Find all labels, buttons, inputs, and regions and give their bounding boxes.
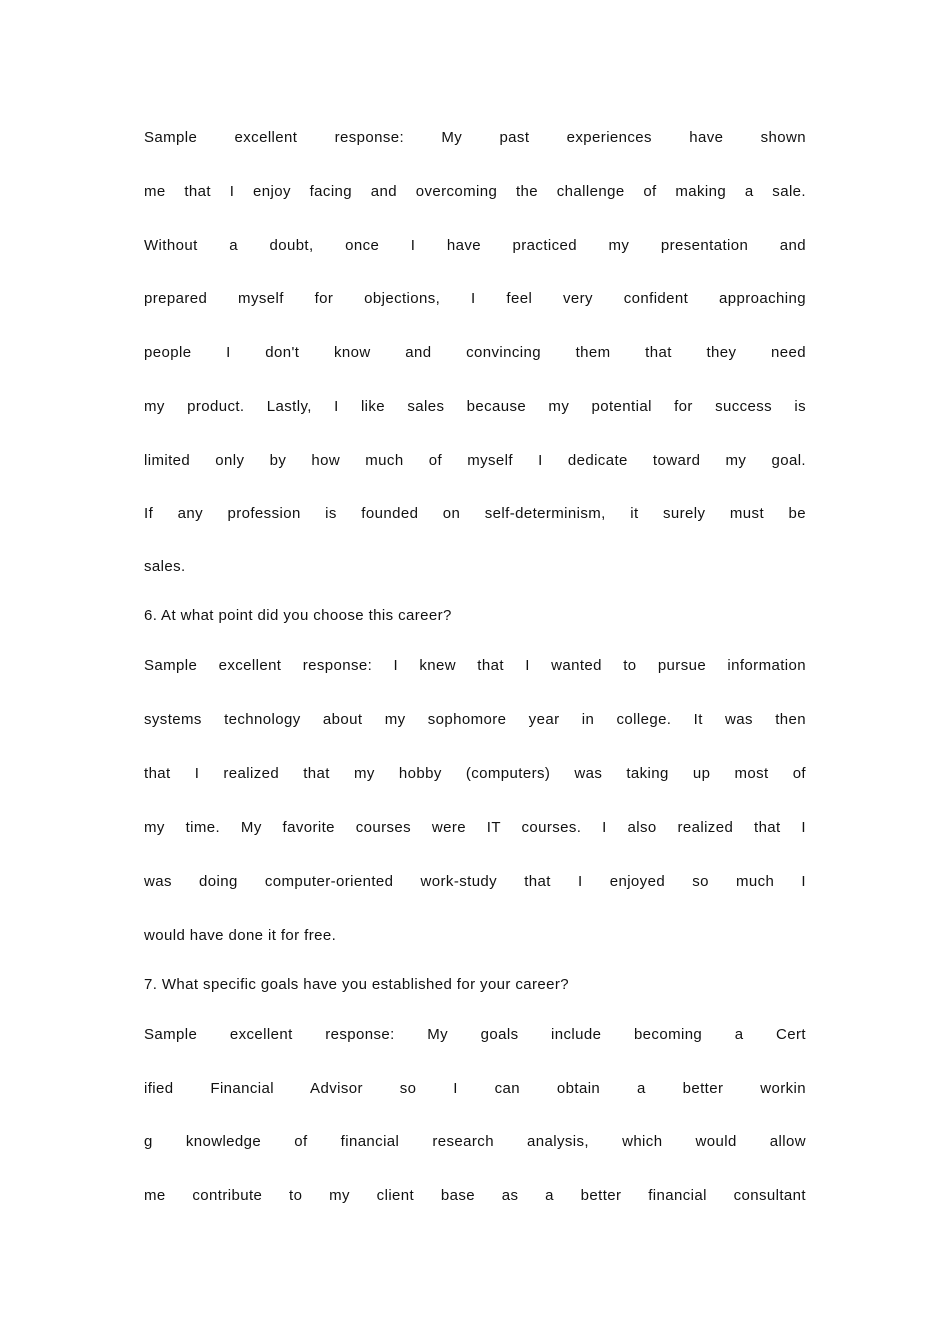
- text-line: Sample excellent response: My past experiences have shown: [144, 129, 806, 146]
- text-line: g knowledge of financial research analysis, which would allow: [144, 1133, 806, 1150]
- text-line: that I realized that my hobby (computers) was taking up most of: [144, 765, 806, 782]
- text-line: people I don't know and convincing them that they need: [144, 344, 806, 361]
- text-line: Sample excellent response: My goals include becoming a Cert: [144, 1026, 806, 1043]
- text-line: systems technology about my sophomore year in college. It was then: [144, 711, 806, 728]
- text-line: If any profession is founded on self-determinism, it surely must be: [144, 505, 806, 522]
- text-line: me that I enjoy facing and overcoming the challenge of making a sale.: [144, 183, 806, 200]
- question-heading: 7. What specific goals have you established for your career?: [144, 976, 570, 993]
- question-heading: 6. At what point did you choose this career?: [144, 607, 452, 624]
- text-line: was doing computer-oriented work-study that I enjoyed so much I: [144, 873, 806, 890]
- text-line: prepared myself for objections, I feel very confident approaching: [144, 290, 806, 307]
- text-line: my product. Lastly, I like sales because my potential for success is: [144, 398, 806, 415]
- text-line: Without a doubt, once I have practiced my presentation and: [144, 237, 806, 254]
- text-line: my time. My favorite courses were IT courses. I also realized that I: [144, 819, 806, 836]
- text-line: ified Financial Advisor so I can obtain a better workin: [144, 1080, 806, 1097]
- text-line: me contribute to my client base as a better financial consultant: [144, 1187, 806, 1204]
- text-line: limited only by how much of myself I dedicate toward my goal.: [144, 452, 806, 469]
- text-line: Sample excellent response: I knew that I wanted to pursue information: [144, 657, 806, 674]
- text-line: would have done it for free.: [144, 927, 337, 944]
- text-line: sales.: [144, 558, 186, 575]
